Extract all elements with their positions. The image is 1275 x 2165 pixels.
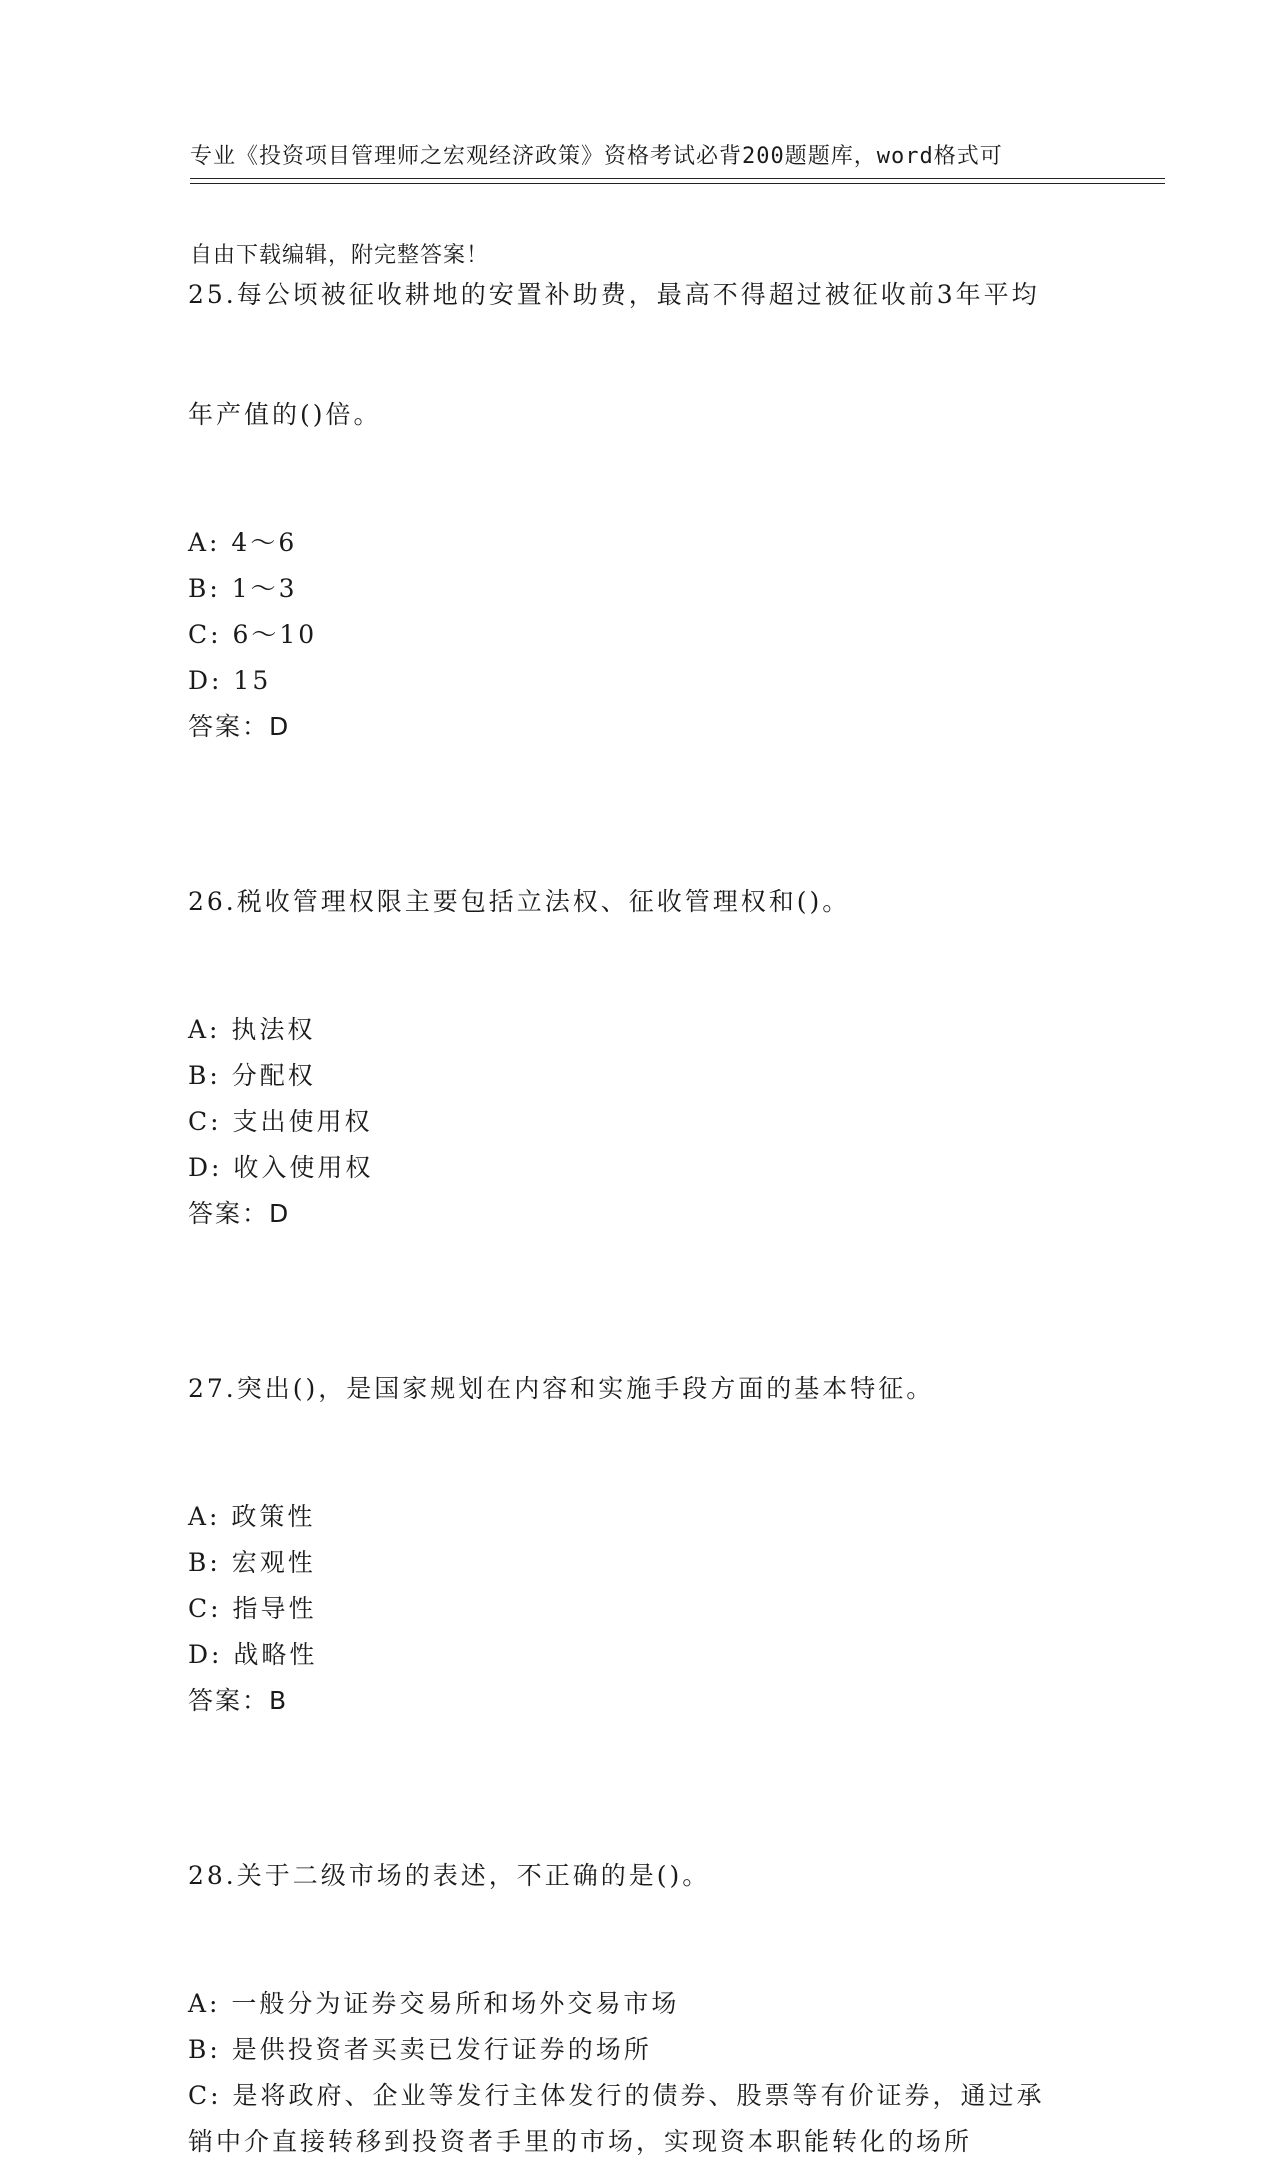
option-c: C: 指导性 xyxy=(188,1594,317,1623)
question-spacer xyxy=(188,1236,1088,1284)
option-c: C: 支出使用权 xyxy=(188,1107,373,1136)
question-stem-line: 27.突出()，是国家规划在内容和实施手段方面的基本特征。 xyxy=(188,1374,935,1403)
question-stem xyxy=(188,1284,1088,1494)
header-divider-bottom xyxy=(190,183,1165,184)
option-a: A: 政策性 xyxy=(188,1502,316,1531)
option-d: D: 战略性 xyxy=(188,1640,318,1669)
option-c: C: 6～10 xyxy=(188,620,318,649)
option-a: A: 一般分为证券交易所和场外交易市场 xyxy=(188,1989,680,2018)
question-list xyxy=(188,190,1088,2165)
option-b: B: 1～3 xyxy=(188,574,298,603)
option-b: B: 分配权 xyxy=(188,1061,316,1090)
answer: 答案：D xyxy=(188,1199,291,1228)
option-a: A: 4～6 xyxy=(188,528,298,557)
question-stem-line: 年产值的()倍。 xyxy=(188,400,382,429)
option-d: D: 15 xyxy=(188,666,272,695)
option-c: C: 是将政府、企业等发行主体发行的债券、股票等有价证券，通过承 xyxy=(188,2081,1045,2110)
answer: 答案：D xyxy=(188,712,291,741)
question-stem xyxy=(188,1771,1088,1981)
answer: 答案：B xyxy=(188,1686,289,1715)
question-28 xyxy=(188,1771,1088,2165)
question-stem xyxy=(188,190,1088,520)
header-line-1: 专业《投资项目管理师之宏观经济政策》资格考试必背200题题库，word格式可 xyxy=(190,144,1003,169)
question-stem xyxy=(188,797,1088,1007)
option-b: B: 是供投资者买卖已发行证券的场所 xyxy=(188,2035,652,2064)
question-stem-line: 28.关于二级市场的表述，不正确的是()。 xyxy=(188,1861,711,1890)
question-spacer xyxy=(188,749,1088,797)
question-stem-line: 25.每公顷被征收耕地的安置补助费，最高不得超过被征收前3年平均 xyxy=(188,280,1040,309)
option-c-continued: 销中介直接转移到投资者手里的市场，实现资本职能转化的场所 xyxy=(188,2127,973,2156)
header-divider-top xyxy=(190,178,1165,179)
question-25 xyxy=(188,190,1088,749)
header-line-2: 自由下载编辑，附完整答案！ xyxy=(190,243,490,268)
option-d: D: 收入使用权 xyxy=(188,1153,374,1182)
option-b: B: 宏观性 xyxy=(188,1548,316,1577)
question-27 xyxy=(188,1284,1088,1723)
question-26 xyxy=(188,797,1088,1236)
option-a: A: 执法权 xyxy=(188,1015,316,1044)
question-stem-line: 26.税收管理权限主要包括立法权、征收管理权和()。 xyxy=(188,887,851,916)
question-spacer xyxy=(188,1723,1088,1771)
